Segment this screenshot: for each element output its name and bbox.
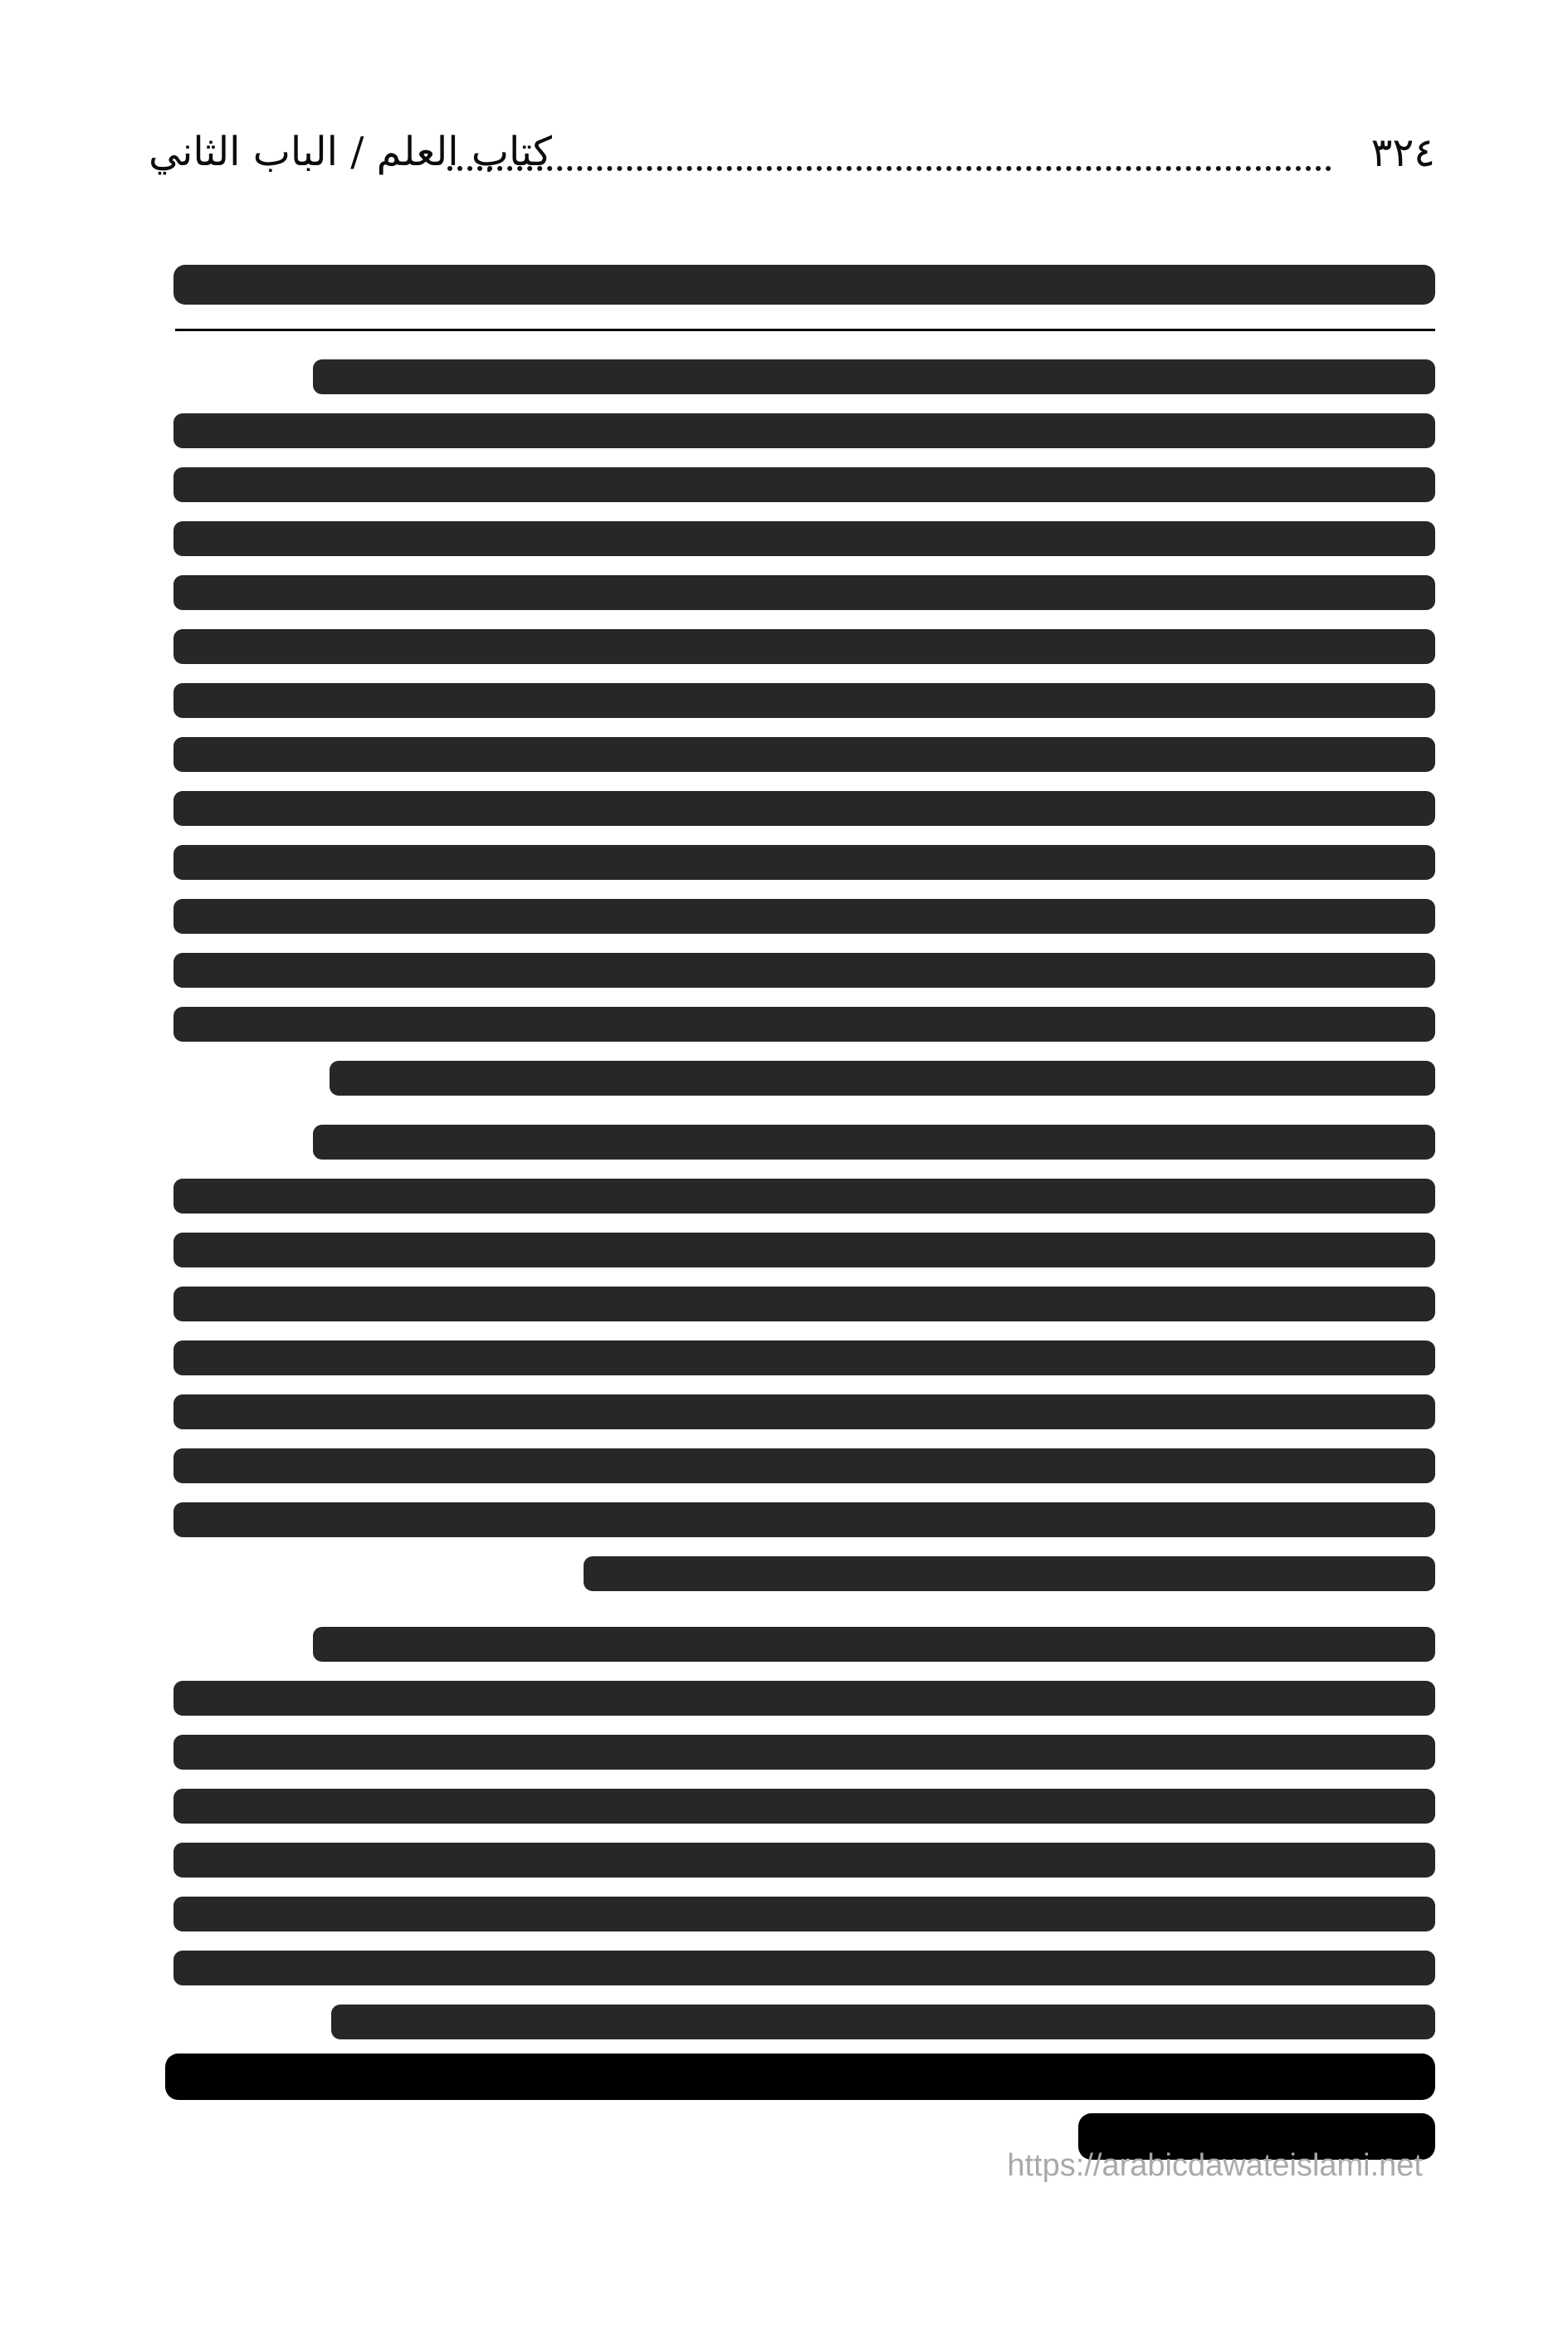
watermark-url: https://arabicdawateislami.net	[1007, 2148, 1423, 2183]
text-line	[173, 1897, 1435, 1931]
text-line	[173, 467, 1435, 502]
text-line	[173, 1951, 1435, 1985]
dotted-leader	[447, 166, 1331, 171]
text-line	[313, 1627, 1435, 1662]
chapter-title: كتاب العلم / الباب الثاني	[149, 129, 552, 175]
footnote-separator-rule	[175, 329, 1435, 331]
text-line	[173, 1735, 1435, 1770]
text-line	[173, 953, 1435, 988]
text-line	[173, 1287, 1435, 1321]
text-line	[173, 1179, 1435, 1214]
text-line	[173, 1007, 1435, 1042]
text-line	[313, 359, 1435, 394]
text-line	[173, 1448, 1435, 1483]
running-head	[149, 126, 1435, 201]
text-line	[313, 1125, 1435, 1160]
text-line	[173, 899, 1435, 934]
text-line	[173, 1843, 1435, 1878]
page-number: ٣٢٤	[1370, 129, 1435, 176]
opening-text-line	[173, 265, 1435, 305]
text-line	[173, 629, 1435, 664]
text-line	[173, 1502, 1435, 1537]
text-line	[165, 2053, 1435, 2100]
text-line	[584, 1556, 1435, 1591]
text-line	[173, 1681, 1435, 1716]
text-line	[173, 521, 1435, 556]
text-line	[330, 1061, 1435, 1096]
text-line	[173, 737, 1435, 772]
text-line	[173, 791, 1435, 826]
text-line	[173, 1789, 1435, 1824]
text-line	[173, 413, 1435, 448]
text-line	[331, 2005, 1435, 2039]
text-line	[173, 1233, 1435, 1267]
text-line	[173, 683, 1435, 718]
text-line	[173, 845, 1435, 880]
text-line	[173, 1340, 1435, 1375]
text-line	[173, 1394, 1435, 1429]
text-line	[173, 575, 1435, 610]
